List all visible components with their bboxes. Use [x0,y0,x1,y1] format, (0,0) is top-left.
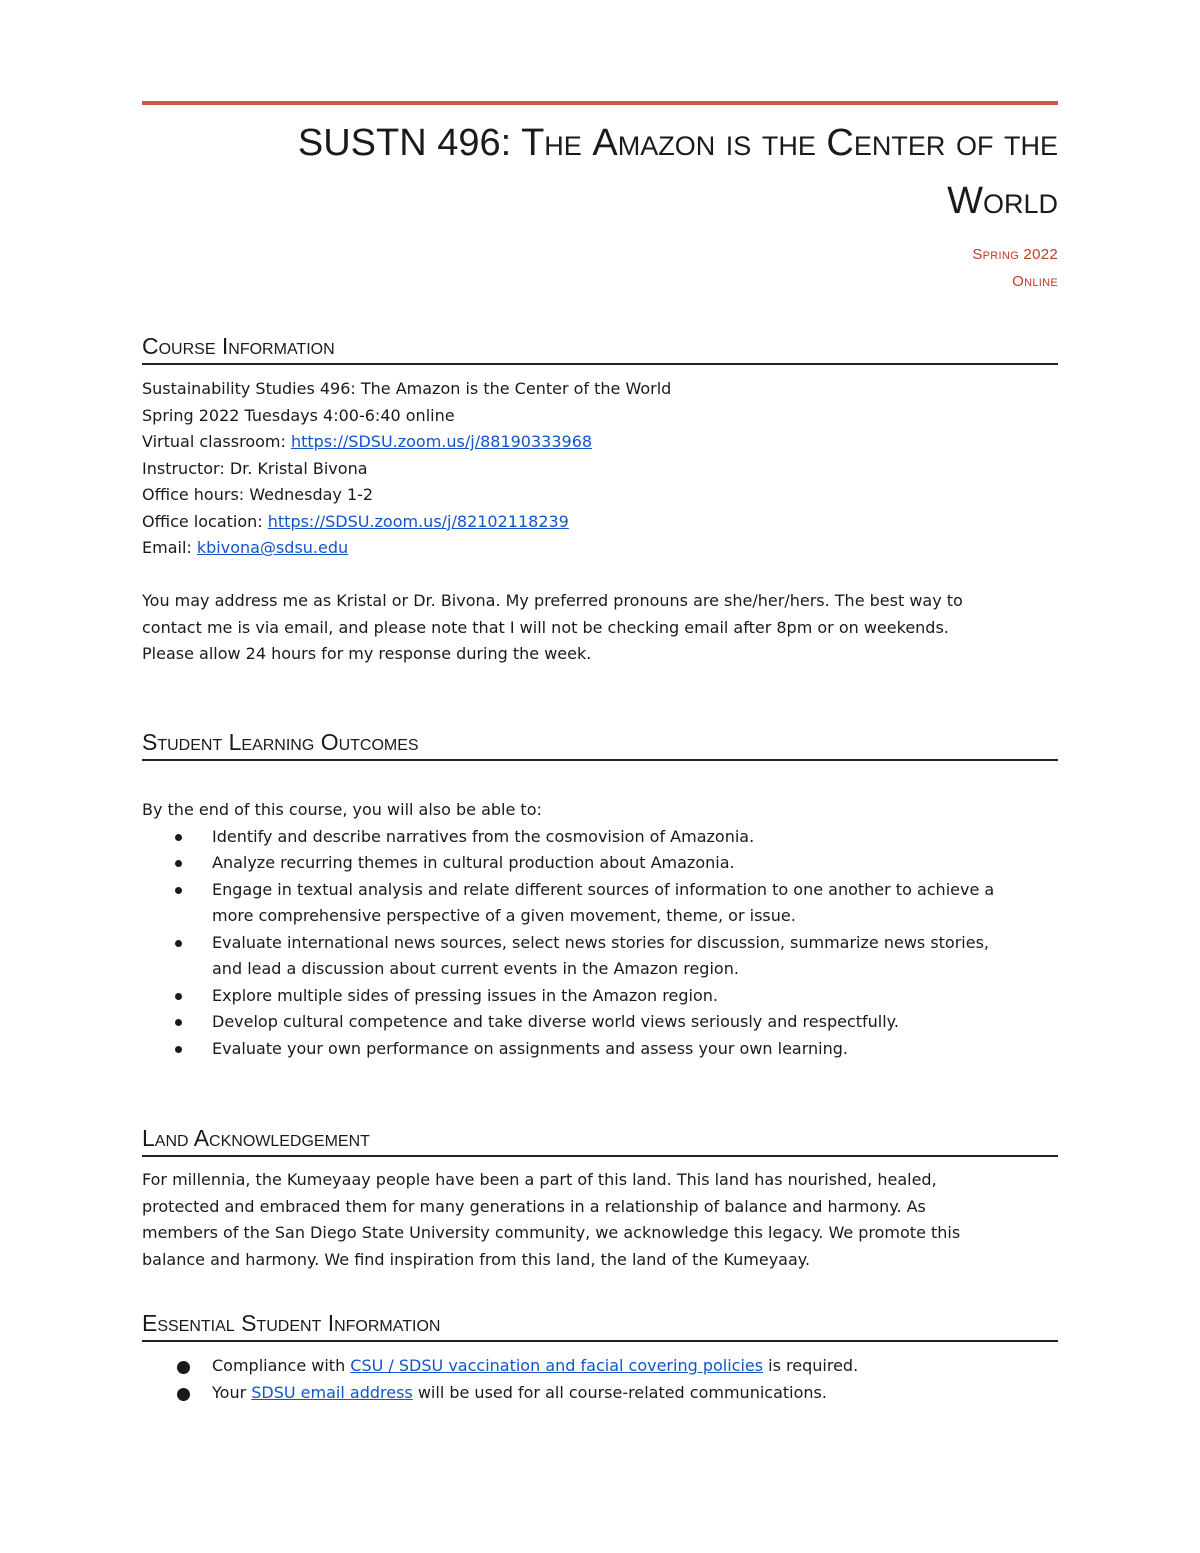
learning-outcomes-body [142,797,1058,1062]
vaccination-policy-link[interactable]: CSU / SDSU vaccination and facial covering policies [350,1356,764,1375]
essential-item-text: Compliance with [212,1356,351,1375]
list-item-text: Identify and describe narratives from the cosmovision of Amazonia. [212,826,755,846]
instructor-line: Instructor: Dr. Kristal Bivona [142,458,368,478]
email-label: Email: [142,538,197,557]
title-word-rest: enter of the [853,122,1058,164]
essential-item-text: Your [212,1382,252,1402]
bullet-icon [175,993,182,1000]
title-word-rest: he [544,122,593,164]
list-item [142,1009,1058,1036]
essential-info-list [142,1353,1058,1406]
title-word-rest: mazon is the [617,122,827,164]
list-item-text: more comprehensive perspective of a given movement, theme, or issue. [212,906,796,925]
list-item-text: Evaluate international news sources, select news stories for discussion, summarize news stories, [212,932,990,952]
course-information-heading: Course Information [142,330,1058,365]
list-item-text: Develop cultural competence and take diverse world views seriously and respectfully. [212,1012,899,1031]
course-schedule: Spring 2022 Tuesdays 4:00-6:40 online [142,405,455,425]
list-item-text [212,1380,1058,1407]
essential-info-body [142,1353,1058,1406]
office-hours-line: Office hours: Wednesday 1-2 [142,485,374,504]
office-location-line [142,509,1058,536]
email-line [142,535,1058,562]
term-mode: Online [1012,273,1058,290]
instructor-note-line: Please allow 24 hours for my response during the week. [142,644,592,663]
land-acknowledgement-line: balance and harmony. We find inspiration from this land, the land of the Kumeyaay. [142,1249,811,1269]
instructor-note-line: You may address me as Kristal or Dr. Bivona. My preferred pronouns are she/her/hers. The best way to [142,591,963,610]
list-item [142,1353,1058,1380]
list-item [142,1380,1058,1407]
land-acknowledgement-heading: Land Acknowledgement [142,1122,1058,1157]
bullet-icon [175,860,182,867]
list-item-text: Evaluate your own performance on assignments and assess your own learning. [212,1038,848,1058]
bullet-icon [175,834,182,841]
virtual-classroom-label: Virtual classroom: [142,432,291,451]
bullet-icon [175,1019,182,1026]
list-item-text: and lead a discussion about current events in the Amazon region. [212,959,739,978]
bullet-icon [177,1361,190,1374]
essential-item-text: will be used for all course-related communications. [412,1382,827,1402]
list-item [142,983,1058,1010]
list-item [142,1036,1058,1063]
title-course-code: SUSTN 496: [297,122,522,164]
email-link[interactable]: kbivona@sdsu.edu [196,538,349,557]
virtual-classroom-link[interactable]: https://SDSU.zoom.us/j/88190333968 [290,432,593,451]
list-item [142,824,1058,851]
virtual-classroom-line [142,429,1058,456]
list-item-text: Analyze recurring themes in cultural production about Amazonia. [212,853,735,872]
bullet-icon [175,1046,182,1053]
learning-outcomes-intro: By the end of this course, you will also be able to: [142,800,542,819]
list-item [142,930,1058,983]
top-accent-rule [142,101,1058,105]
sdsu-email-link[interactable]: SDSU email address [251,1382,413,1402]
office-location-link[interactable]: https://SDSU.zoom.us/j/82102118239 [267,511,569,531]
land-acknowledgement-line: For millennia, the Kumeyaay people have been a part of this land. This land has nourished, healed, [142,1170,937,1189]
essential-item-text: is required. [763,1356,859,1375]
instructor-note [142,588,1058,668]
office-location-label: Office location: [142,511,268,531]
title-word-cap: C [826,122,854,164]
learning-outcomes-list [142,824,1058,1063]
land-acknowledgement-body [142,1167,1058,1273]
list-item [142,850,1058,877]
course-name: Sustainability Studies 496: The Amazon is the Center of the World [142,379,672,398]
bullet-icon [175,940,182,947]
title-word-rest: orld [982,180,1058,222]
bullet-icon [177,1388,190,1401]
learning-outcomes-heading: Student Learning Outcomes [142,726,1058,761]
land-acknowledgement-line: members of the San Diego State University community, we acknowledge this legacy. We promote this [142,1223,961,1242]
list-item-text [212,1353,1058,1380]
course-title [142,114,1058,230]
term-semester: Spring 2022 [972,246,1058,263]
instructor-note-line: contact me is via email, and please note that I will not be checking email after 8pm or on weekends. [142,617,949,637]
list-item [142,877,1058,930]
essential-info-heading: Essential Student Information [142,1307,1058,1342]
course-information-body [142,376,1058,562]
land-acknowledgement-line: protected and embraced them for many generations in a relationship of balance and harmony. As [142,1196,926,1216]
title-word-cap: A [592,122,618,164]
title-word-cap: W [947,180,983,222]
title-word-cap: T [521,122,545,164]
list-item-text: Explore multiple sides of pressing issues in the Amazon region. [212,985,718,1005]
list-item-text: Engage in textual analysis and relate different sources of information to one another to achieve a [212,879,995,899]
bullet-icon [175,887,182,894]
